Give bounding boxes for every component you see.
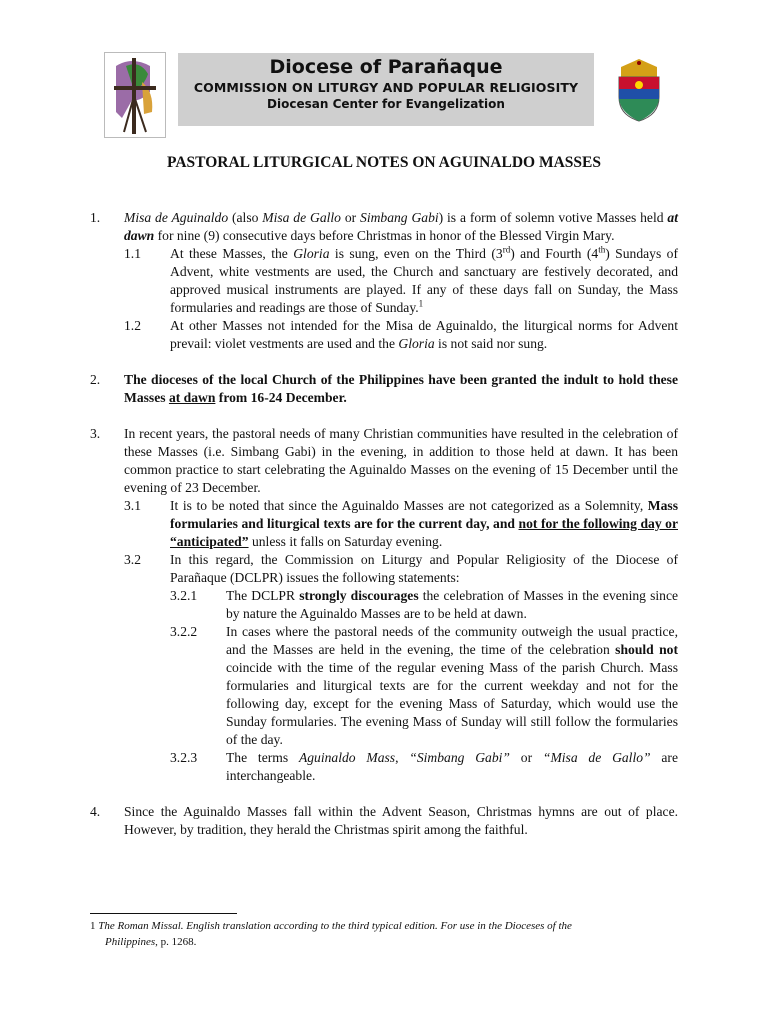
item-text: ) and Fourth (4	[510, 246, 599, 261]
coat-of-arms-icon	[605, 55, 673, 123]
footnote-divider	[90, 913, 237, 914]
item-number: 3.2.3	[170, 750, 198, 765]
item-text: not for the following day or “anticipated”	[170, 516, 678, 549]
item-text: Gloria	[398, 336, 435, 351]
item-text: Misa de Gallo	[262, 210, 341, 225]
item-text: or	[340, 210, 361, 225]
footnote-number: 1	[90, 920, 96, 932]
item-text: strongly discourages	[299, 588, 419, 603]
sub-item	[124, 317, 678, 353]
list-item	[90, 245, 678, 353]
item-text: Mass formularies and liturgical texts are for the current day, and	[170, 498, 678, 531]
item-text: It is to be noted that since the Aguinaldo Masses are not categorized as a Solemnity,	[170, 498, 648, 513]
diocese-cross-logo-icon	[104, 52, 166, 138]
item-text: At other Masses not intended for the Misa de Aguinaldo, the liturgical norms for Advent prevail: violet vestments are used and the	[170, 318, 678, 351]
item-text: coincide with the time of the regular evening Mass of the parish Church. Mass formularies and liturgical texts are for the current weekday and not for the following day, except for the evening Mass of Saturday, which would use the Sunday formularies. The evening Mass of Sunday will still follow the formularies of the day.	[226, 660, 678, 747]
item-text: ) Sundays of Advent, white vestments are used, the Church and sanctuary are festively decorated, and approved musical instruments are played. If any of these days fall on Sunday, the Mass formularies and readings are those of Sunday.	[170, 246, 678, 315]
item-number: 3.	[90, 426, 101, 441]
list-item	[90, 209, 678, 245]
sub-item	[124, 245, 678, 317]
item-text: at dawn	[124, 210, 678, 243]
item-number: 3.2.2	[170, 624, 198, 639]
item-text: or	[509, 750, 543, 765]
item-number: 3.2.1	[170, 588, 198, 603]
item-number: 3.1	[124, 498, 141, 513]
footnote-text: , p. 1268.	[155, 936, 197, 948]
item-text: “Misa de Gallo”	[542, 750, 651, 765]
item-text: At these Masses, the	[170, 246, 294, 261]
item-text: for nine (9) consecutive days before Christmas in honor of the Blessed Virgin Mary.	[154, 228, 615, 243]
list-item	[90, 425, 678, 785]
sub-item	[124, 551, 678, 785]
document-body	[90, 209, 678, 839]
item-text: unless it falls on Saturday evening.	[248, 534, 443, 549]
item-number: 1.	[90, 210, 101, 225]
item-number: 3.2	[124, 552, 141, 567]
superscript: th	[598, 244, 606, 255]
item-number: 2.	[90, 372, 101, 387]
item-text: In cases where the pastoral needs of the community outweigh the usual practice, and the Masses are held in the evening, the time of the celebration	[226, 624, 678, 657]
item-number: 1.2	[124, 318, 141, 333]
footnote	[90, 918, 678, 950]
footnote-text: Philippines	[105, 936, 156, 948]
footnote-ref[interactable]: 1	[418, 298, 424, 309]
item-text: ) is a form of solemn votive Masses held	[438, 210, 668, 225]
item-text: Misa de Aguinaldo	[124, 210, 229, 225]
item-text: In this regard, the Commission on Liturgy and Popular Religiosity of the Diocese of Parañaque (DCLPR) issues the following statements:	[170, 552, 678, 585]
footnote-text: The Roman Missal. English translation according to the third typical edition. For use in the Dioceses of the	[98, 920, 572, 932]
item-text: is sung, even on the Third (3	[329, 246, 503, 261]
item-text: Simbang Gabi	[360, 210, 439, 225]
superscript: rd	[502, 244, 511, 255]
item-text: The dioceses of the local Church of the Philippines have been granted the indult to hold these Masses	[124, 372, 678, 405]
item-text: is not said nor sung.	[434, 336, 548, 351]
sub-item	[124, 497, 678, 551]
item-text: Gloria	[293, 246, 330, 261]
item-text: The DCLPR	[226, 588, 300, 603]
sub-sub-item	[170, 623, 678, 749]
list-item	[90, 803, 678, 839]
item-text: at dawn	[168, 390, 216, 405]
center-name: Diocesan Center for Evangelization	[267, 97, 505, 111]
item-text: (also	[228, 210, 263, 225]
item-text: Aguinaldo Mass	[298, 750, 396, 765]
item-text: from 16-24 December.	[215, 390, 347, 405]
list-item	[90, 371, 678, 407]
item-number: 4.	[90, 804, 101, 819]
item-text: ,	[395, 750, 410, 765]
item-number: 1.1	[124, 246, 141, 261]
commission-name: COMMISSION ON LITURGY AND POPULAR RELIGIOSITY	[193, 80, 579, 95]
header-banner	[178, 53, 594, 126]
item-text: the celebration of Masses in the evening since by nature the Aguinaldo Masses are to be held at dawn.	[226, 588, 679, 621]
diocese-name: Diocese of Parañaque	[269, 56, 503, 78]
sub-sub-item	[170, 587, 678, 623]
item-text: The terms	[226, 750, 299, 765]
item-text: are interchangeable.	[226, 750, 678, 783]
item-text: In recent years, the pastoral needs of many Christian communities have resulted in the celebration of these Masses (i.e. Simbang Gabi) in the evening, in addition to those held at dawn. It has been common practice to start celebrating the Aguinaldo Masses on the evening of 15 December until the evening of 23 December.	[124, 426, 678, 495]
sub-sub-item	[170, 749, 678, 785]
item-text: should not	[615, 642, 679, 657]
item-text: “Simbang Gabi”	[409, 750, 510, 765]
page-title: PASTORAL LITURGICAL NOTES ON AGUINALDO MASSES	[167, 154, 601, 171]
item-text: Since the Aguinaldo Masses fall within the Advent Season, Christmas hymns are out of place. However, by tradition, they herald the Christmas spirit among the faithful.	[124, 804, 678, 837]
